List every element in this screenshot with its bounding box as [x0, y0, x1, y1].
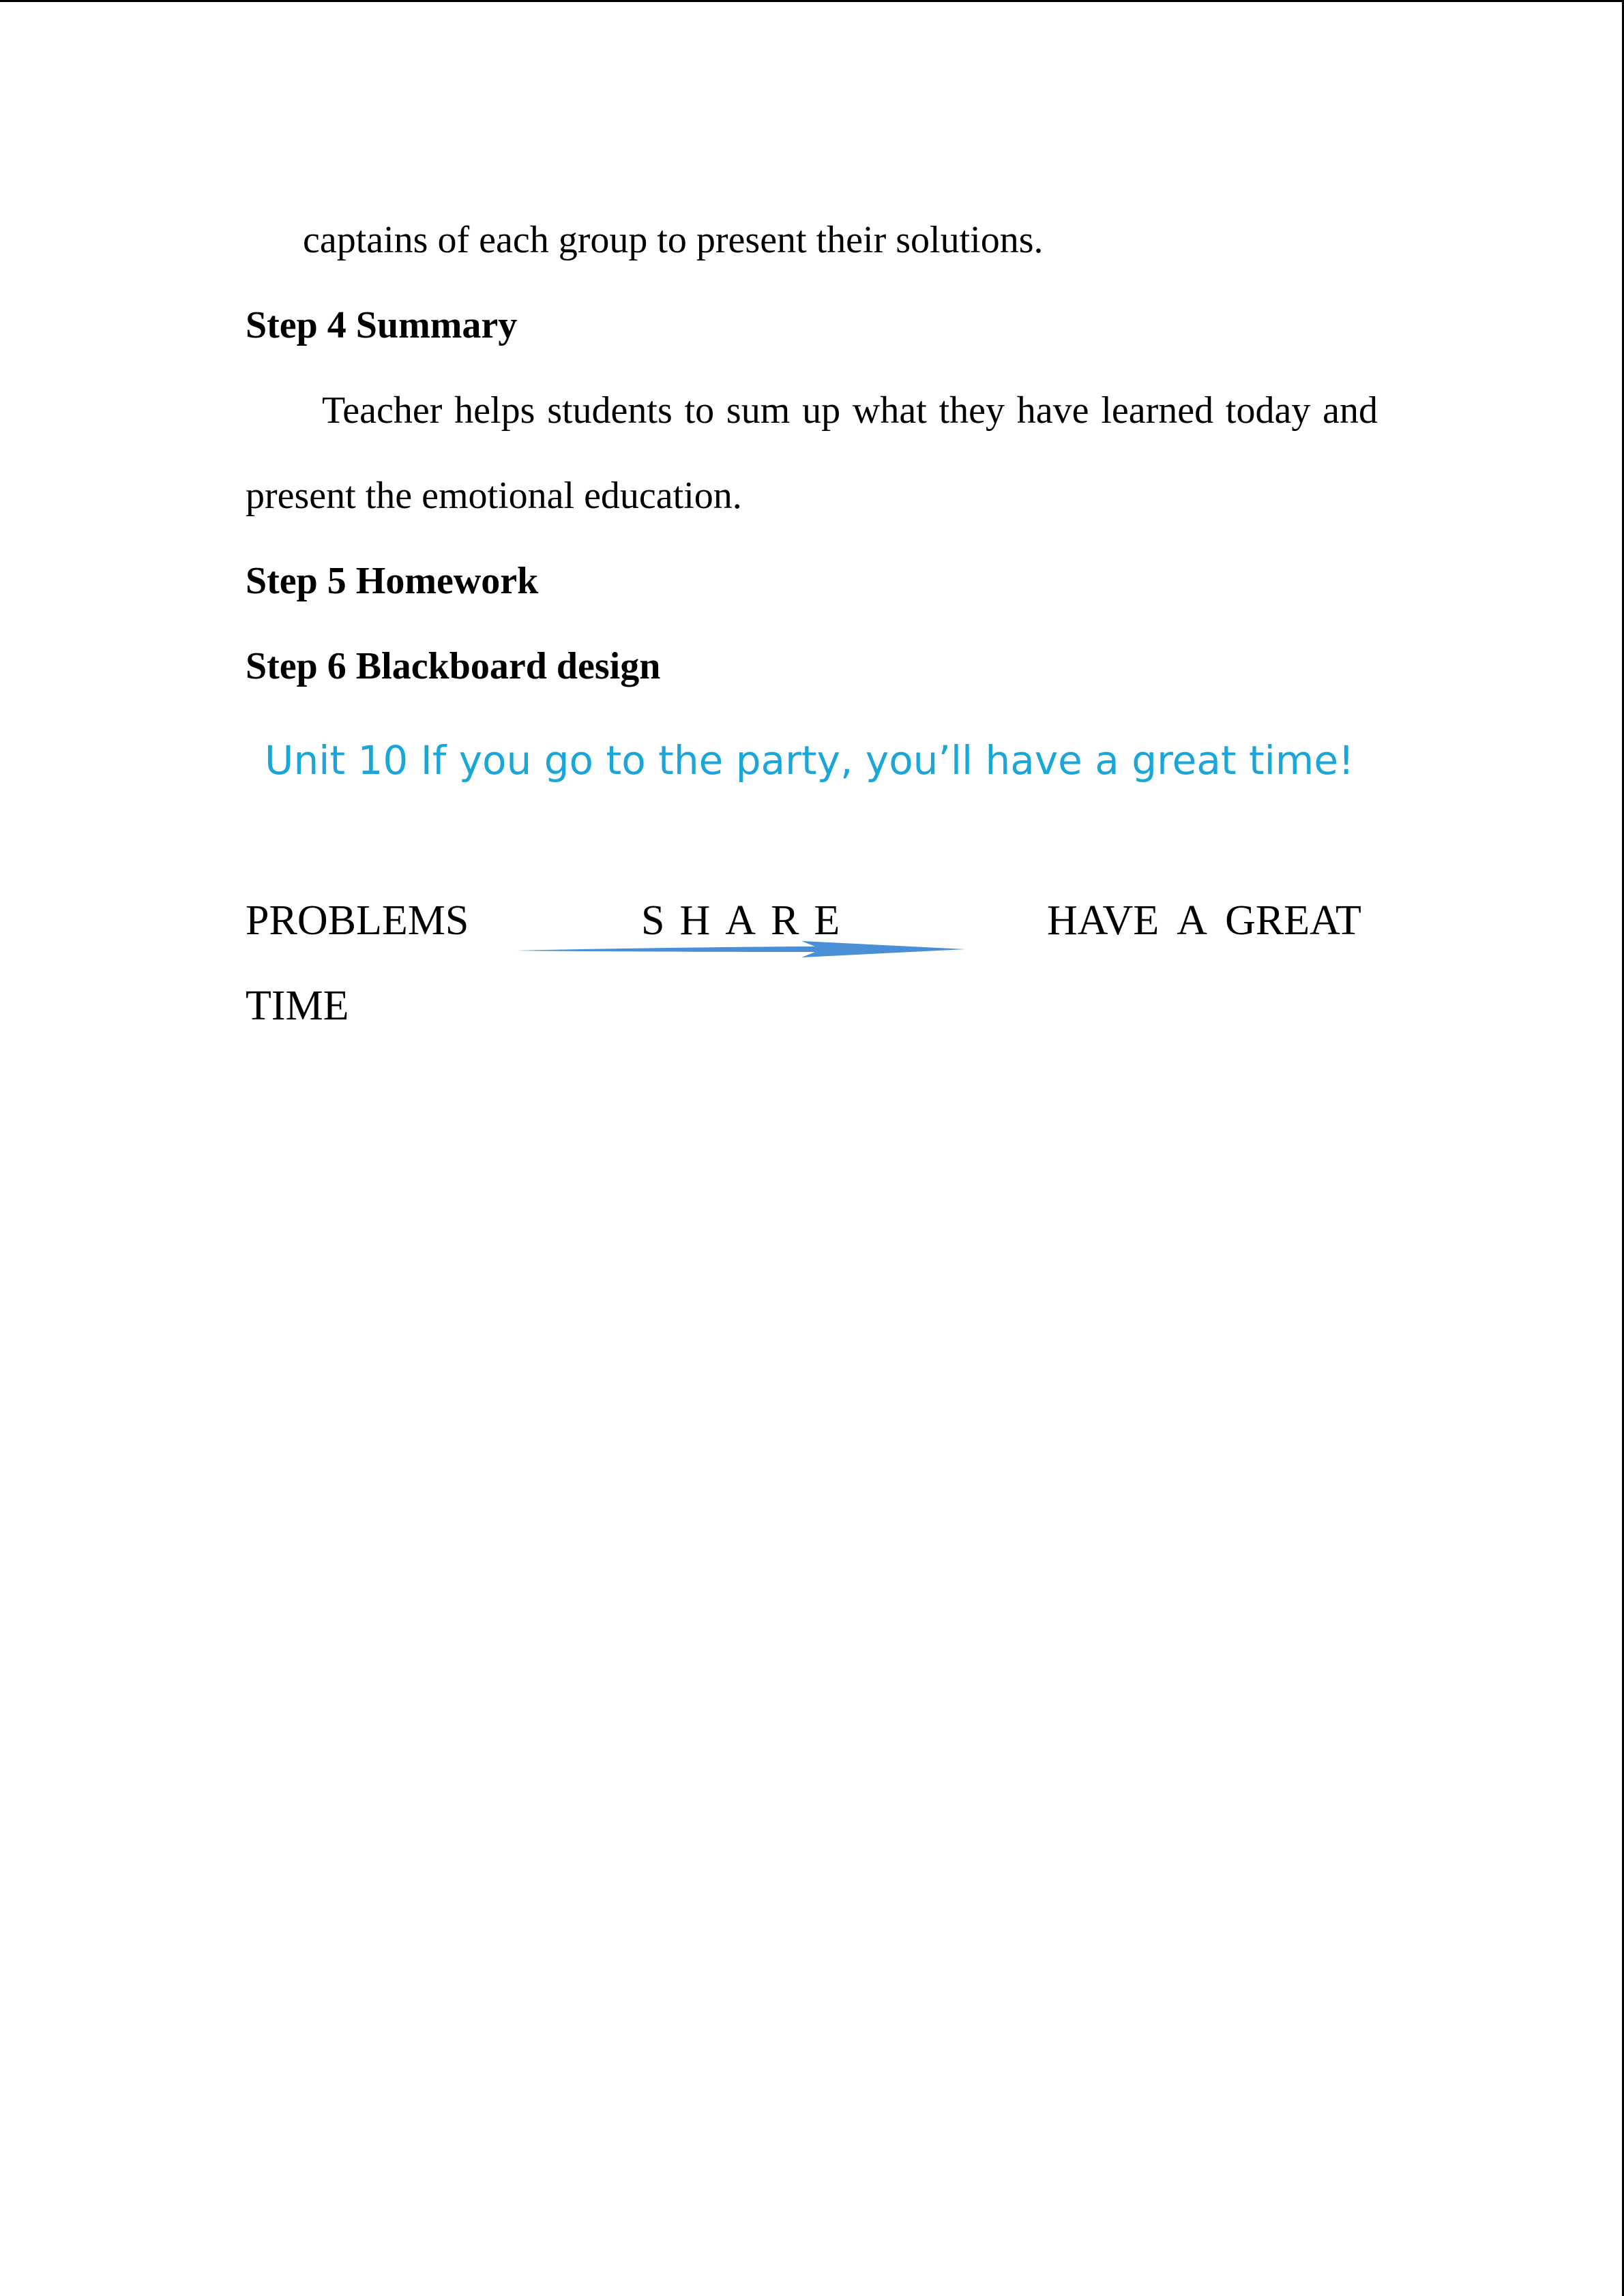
blackboard-time-label: TIME: [246, 983, 349, 1029]
step5-heading: Step 5 Homework: [246, 560, 539, 602]
step6-heading: Step 6 Blackboard design: [246, 645, 661, 687]
blackboard-share-label: SHARE: [641, 897, 855, 944]
blackboard-problems-label: PROBLEMS: [246, 897, 469, 944]
page-border-top: [0, 0, 1624, 2]
step4-body-line1: Teacher helps students to sum up what they have learned today and: [322, 389, 1378, 432]
blackboard-unit-title: Unit 10 If you go to the party, you’ll have a great time!: [265, 737, 1355, 784]
step4-heading: Step 4 Summary: [246, 304, 518, 346]
blackboard-have-a-great-label: HAVE A GREAT: [1047, 897, 1361, 944]
paragraph-continuation-text: captains of each group to present their solutions.: [303, 219, 1044, 261]
step4-body-line2: present the emotional education.: [246, 475, 742, 517]
arrow-right-icon: [515, 936, 965, 963]
arrow-shape: [515, 941, 965, 957]
